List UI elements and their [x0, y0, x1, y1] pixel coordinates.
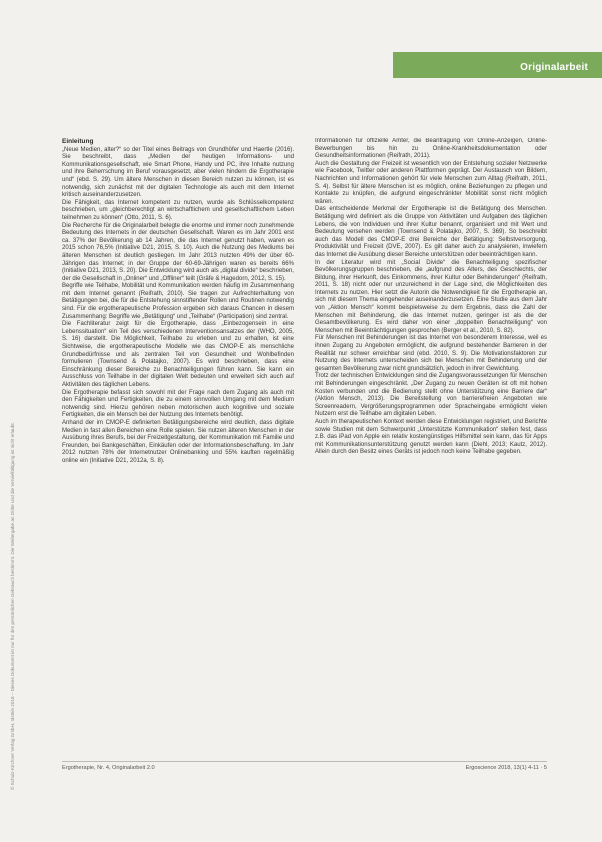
paragraph: Die Fachliteratur zeigt für die Ergotherapie, dass „Einbezogensein in eine Lebenssituation“ ein Teil des verschiedenen Interventionsansatzes der (WHO, 2005, S. 16) darstellt. Die Möglichkeit, Teilhabe zu erleben und zu erhalten, ist eine Sichtweise, die ergotherapeutische Modelle wie das CMOP-E als menschliche Grundbedürfnisse und als zentralen Teil von Gesundheit und Wohlbefinden formulieren (Townsend & Polatajko, 2007). Es wird beschrieben, dass eine Einschränkung dieser Bereiche zu Benachteiligungen führen kann. Sie kann ein Ausschluss von Teilhabe in der digitalen Welt bedeuten und erweitert sich auch auf Aktivitäten des täglichen Lebens.	[62, 321, 294, 388]
paragraph: Die Fähigkeit, das Internet kompetent zu nutzen, wurde als Schlüsselkompetenz beschrieben, um „gleichberechtigt an wirtschaftlichem und gesellschaftlichem Leben teilnehmen zu können“ (Otto, 2011, S. 6).	[62, 199, 294, 221]
paragraph: Die Recherche für die Originalarbeit belegte die enorme und immer noch zunehmende Bedeutung des Internets in der deutschen Gesellschaft. Waren es im Jahr 2001 erst ca. 37% der Bevölkerung ab 14 Jahren, die das Internet genutzt haben, waren es 2015 schon 76,5% (Initiative D21, 2015, S. 10). Auch die Nutzung des Mediums bei älteren Menschen ist deutlich gestiegen. Im Jahr 2013 nutzten 49% der über 60-Jährigen das Internet; in der Gruppe der 60-69-Jährigen waren es bereits 66% (Initiative D21, 2013, S. 20). Die Entwicklung wird auch als „digital divide“ beschrieben, der die Gesellschaft in „Onliner“ und „Offliner“ teilt (Gräfe & Hagedorn, 2012, S. 15).	[62, 222, 294, 282]
paragraph: „Neue Medien, alter?“ so der Titel eines Beitrags von Grundhöfer und Haertle (2016). Sie beschreibt, dass „Medien der heutigen Informations- und Kommunikationsgesellschaft, wie Smart Phone, Handy und PC, ihre Inhalte nutzung und ihre Beherrschung im Beruf vorausgesetzt, aber vielen hindern die Ergotherapie und“ (ebd. S. 29). Um ältere Menschen in diesen Bereich nutzen zu können, ist es notwendig, sich zunächst mit der digitalen Technologie als auch mit dem Internet kritisch auseinanderzusetzen.	[62, 146, 294, 199]
paragraph: Anhand der im CMOP-E definierten Betätigungsbereiche wird deutlich, dass digitale Medien in fast allen Bereichen eine Rolle spielen. Sie nutzen älteren Menschen in der Ausübung ihres Berufs, bei der Freizeitgestaltung, der Kommunikation mit Familie und Freunden, bei Bankgeschäften, Einkäufen oder der Informationsbeschaffung. Im Jahr 2012 nutzten 78% der Internetnutzer Onlinebanking und 55% kauften regelmäßig online ein (Initiative D21, 2012a, S. 8).	[62, 419, 294, 464]
left-paragraphs	[62, 147, 294, 466]
paragraph: Das entscheidende Merkmal der Ergotherapie ist die Betätigung des Menschen. Betätigung wird definiert als die Gruppe von Aktivitäten und Aufgaben des täglichen Lebens, die von Individuen und ihrer Kultur benannt, organisiert und mit Wert und Bedeutung versehen werden (Townsend & Polatajko, 2007, S. 369). So beschreibt auch das Modell des CMOP-E drei Bereiche der Betätigung: Selbstversorgung, Produktivität und Freizeit (DVE, 2007). Es gilt daher auch zu analysieren, inwiefern das Internet die Ausübung dieser Bereiche unterstützen oder beeinträchtigen kann.	[315, 206, 547, 258]
footer-left: Ergotherapie, Nr. 4, Originalarbeit 2.0	[62, 765, 155, 771]
footer-right: Ergoscience 2018, 13(1) 4-11 · 5	[465, 765, 547, 771]
paragraph: Auch die Gestaltung der Freizeit ist wesentlich von der Entstehung sozialer Netzwerke wie Facebook, Twitter oder anderen Plattformen geprägt. Der Austausch von Bildern, Nachrichten und Informationen gehört für viele Menschen zum Alltag (Reifrath, 2011, S. 4). Selbst für ältere Menschen ist es möglich, online Beziehungen zu pflegen und Kontakte zu knüpfen, die aufgrund eingeschränkter Mobilität sonst nicht möglich wären.	[315, 160, 547, 205]
article-right-column	[315, 138, 547, 760]
copyright-text: © Schulz-Kirchner Verlag GmbH, Idstein 2018 – Dieses Dokument ist nur für den persönlichen Gebrauch bestimmt. Die Weitergabe an Dritte und die Vervielfältigung ist nicht erlaubt.	[10, 422, 15, 790]
article-left-column	[62, 138, 294, 760]
paragraph: Trotz der technischen Entwicklungen sind die Zugangsvoraussetzungen für Menschen mit Behinderungen eingeschränkt. „Der Zugang zu neuen Geräten ist oft mit hohen Kosten verbunden und die Bedienung stellt ohne Unterstützung eine Barriere dar“ (Aktion Mensch, 2013). Die Bereitstellung von barrierefreien Angeboten wie Screenreadern, Vergrößerungsprogrammen oder Spracheingabe ermöglicht vielen Nutzern erst die Teilhabe am digitalen Leben.	[315, 373, 547, 418]
section-heading: Einleitung	[62, 138, 94, 145]
copyright-sidebar	[10, 100, 24, 790]
paragraph: Auch im therapeutischen Kontext werden diese Entwicklungen registriert, und Berichte sowie Studien mit dem Schwerpunkt „Unterstützte Kommunikation“ stellen fest, dass z.B. das iPad von Apple ein relativ kostengünstiges Hilfsmittel sein kann, das für Apps mit Kommunikationsunterstützung genutzt werden kann (Diehl, 2013; Kautz, 2012). Allein durch den Besitz eines Geräts ist jedoch noch keine Teilhabe gegeben.	[315, 418, 547, 456]
section-tag	[393, 52, 602, 78]
paragraph: Begriffe wie Teilhabe, Mobilität und Kommunikation werden häufig im Zusammenhang mit dem Internet genannt (Reifrath, 2010). Sie tragen zur Aufrechterhaltung von Betätigungen bei, die für die Entstehung sinnstiftender Rollen und Routinen notwendig sind. Für die ergotherapeutische Profession ergeben sich daraus Chancen in diesem Zusammenhang: Begriffe wie „Betätigung“ und „Teilhabe“ (Participation) sind zentral.	[62, 283, 294, 320]
section-tag-label: Originalarbeit	[520, 62, 588, 73]
right-paragraphs	[315, 138, 547, 457]
paragraph: Die Ergotherapie befasst sich sowohl mit der Frage nach dem Zugang als auch mit den Fähigkeiten und Fertigkeiten, die zu einem sinnvollen Umgang mit dem Medium notwendig sind. Hierzu gehören neben motorischen auch kognitive und soziale Fertigkeiten, die ein Mensch bei der Nutzung des Internets benötigt.	[62, 389, 294, 419]
paragraph: Informationen für offizielle Ämter, die Beantragung von Online-Anzeigen, Online-Bewerbungen bis hin zu Online-Krankheitsdokumentation oder Gesundheitsinformationen (Reifrath, 2011).	[315, 138, 547, 160]
footer-rule	[62, 761, 547, 762]
paragraph: Für Menschen mit Behinderungen ist das Internet von besonderem Interesse, weil es ihnen Zugang zu Angeboten ermöglicht, die aufgrund bestehender Barrieren in der Realität nur schwer erreichbar sind (ebd. 2010, S. 9). Die Motivationsfaktoren zur Nutzung des Internets unterscheiden sich bei Menschen mit Behinderung und der gesamten Bevölkerung zwar nicht grundsätzlich, jedoch in ihrer Gewichtung.	[315, 335, 547, 372]
paragraph: In der Literatur wird mit „Social Divide“ die Benachteiligung spezifischer Bevölkerungsgruppen beschrieben, die „aufgrund des Alters, des Geschlechts, der Bildung, ihrer Herkunft, des Einkommens, ihrer Kultur oder Behinderungen“ (Reifrath, 2011, S. 18) nicht oder nur unzureichend in der Lage sind, die Möglichkeiten des Internets zu nutzen. Hier setzt die Autorin die Notwendigkeit für die Ergotherapie an, sich mit diesem Thema eingehender auseinanderzusetzen. Eine Studie aus dem Jahr von „Aktion Mensch“ kommt beispielsweise zu dem Ergebnis, dass die Zahl der Menschen mit Behinderung, die das Internet nutzen, geringer ist als die der Gesamtbevölkerung. Es wird daher von einer „doppelten Benachteiligung“ von Menschen mit Beeinträchtigungen gesprochen (Berger et al., 2010, S. 82).	[315, 259, 547, 334]
